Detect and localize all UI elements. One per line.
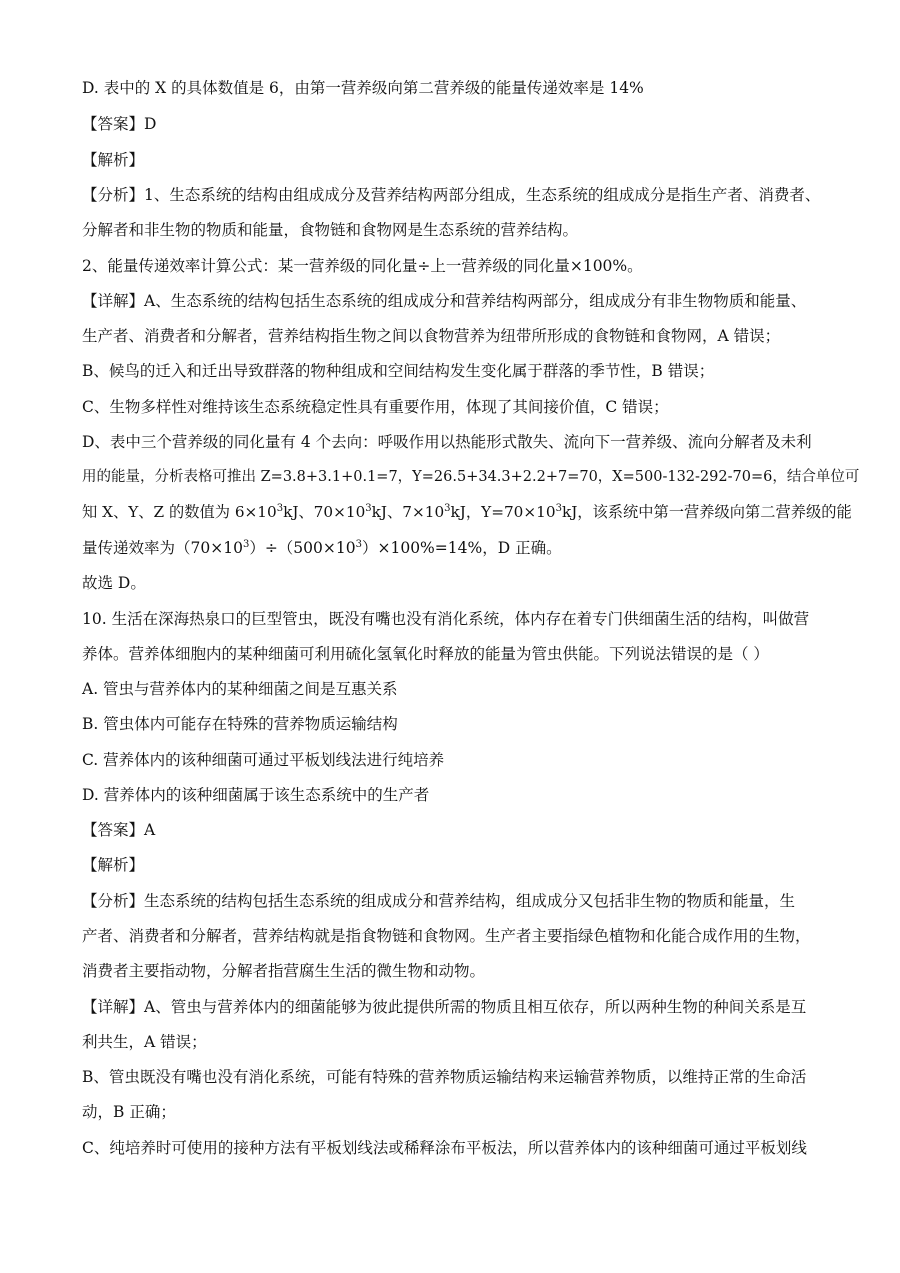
q9-analysis-line-2: 分解者和非生物的物质和能量，食物链和食物网是生态系统的营养结构。	[82, 221, 579, 239]
q10-analysis-line-1: 【分析】生态系统的结构包括生态系统的组成成分和营养结构，组成成分又包括非生物的物质和能量，生	[82, 892, 796, 910]
q9-conclusion: 故选 D。	[82, 574, 146, 592]
text-segment: 知 X、Y、Z 的数值为 6×10	[82, 503, 277, 521]
q10-analysis-label: 【解析】	[82, 856, 145, 874]
q10-stem-line-1: 10. 生活在深海热泉口的巨型管虫，既没有嘴也没有消化系统，体内存在着专门供细菌生活的结构，叫做营	[82, 610, 810, 628]
exponent: 3	[242, 538, 250, 550]
q9-analysis-line-1: 【分析】1、生态系统的结构由组成成分及营养结构两部分组成，生态系统的组成成分是指生产者、消费者、	[82, 186, 821, 204]
exponent: 3	[444, 502, 451, 514]
q9-detail-a-line-2: 生产者、消费者和分解者，营养结构指生物之间以食物营养为纽带所形成的食物链和食物网，A 错误；	[82, 327, 781, 345]
q9-detail-d-line-1: D、表中三个营养级的同化量有 4 个去向：呼吸作用以热能形式散失、流向下一营养级、流向分解者及未利	[82, 433, 812, 451]
q10-option-b: B. 管虫体内可能存在特殊的营养物质运输结构	[82, 715, 398, 733]
text-segment: kJ，该系统中第一营养级向第二营养级的能	[561, 503, 852, 521]
text-segment: ）÷（500×10	[249, 539, 356, 557]
q10-detail-c-line-1: C、纯培养时可使用的接种方法有平板划线法或稀释涂布平板法，所以营养体内的该种细菌可通过平板划线	[82, 1139, 807, 1157]
exponent: 3	[555, 502, 562, 514]
q10-answer: 【答案】A	[82, 821, 156, 839]
text-segment: kJ，Y=70×10	[450, 503, 556, 521]
q10-detail-a-line-2: 利共生，A 错误；	[82, 1033, 207, 1051]
q9-analysis-label: 【解析】	[82, 151, 145, 169]
q9-analysis-formula: 2、能量传递效率计算公式：某一营养级的同化量÷上一营养级的同化量×100%。	[82, 257, 643, 275]
q10-option-c: C. 营养体内的该种细菌可通过平板划线法进行纯培养	[82, 751, 445, 769]
text-segment: 量传递效率为（70×10	[82, 539, 243, 557]
q10-analysis-line-2: 产者、消费者和分解者，营养结构就是指食物链和食物网。生产者主要指绿色植物和化能合成作用的生物，	[82, 927, 811, 945]
q10-stem-line-2: 养体。营养体细胞内的某种细菌可利用硫化氢氧化时释放的能量为管虫供能。下列说法错误的是（ ）	[82, 645, 769, 663]
text-segment: kJ、70×10	[283, 503, 366, 521]
q9-detail-d-line-3	[82, 502, 852, 522]
q10-detail-a-line-1: 【详解】A、管虫与营养体内的细菌能够为彼此提供所需的物质且相互依存，所以两种生物的种间关系是互	[82, 998, 807, 1016]
q9-detail-a-line-1: 【详解】A、生态系统的结构包括生态系统的组成成分和营养结构两部分，组成成分有非生物物质和能量、	[82, 292, 807, 310]
q9-option-d: D. 表中的 X 的具体数值是 6，由第一营养级向第二营养级的能量传递效率是 14%	[82, 79, 644, 97]
q9-detail-c: C、生物多样性对维持该生态系统稳定性具有重要作用，体现了其间接价值，C 错误；	[82, 398, 669, 416]
q9-detail-b: B、候鸟的迁入和迁出导致群落的物种组成和空间结构发生变化属于群落的季节性，B 错误；	[82, 362, 715, 380]
q10-analysis-line-3: 消费者主要指动物，分解者指营腐生生活的微生物和动物。	[82, 962, 486, 980]
q10-option-d: D. 营养体内的该种细菌属于该生态系统中的生产者	[82, 786, 430, 804]
exponent: 3	[365, 502, 372, 514]
exponent: 3	[276, 502, 284, 514]
text-segment: ）×100%=14%，D 正确。	[361, 539, 562, 557]
q9-detail-d-line-2: 用的能量，分析表格可推出 Z=3.8+3.1+0.1=7，Y=26.5+34.3+2.2+7=70，X=500-132-292-70=6，结合单位可	[82, 469, 860, 485]
q10-detail-b-line-1: B、管虫既没有嘴也没有消化系统，可能有特殊的营养物质运输结构来运输营养物质，以维持正常的生命活	[82, 1068, 807, 1086]
exponent: 3	[355, 538, 362, 550]
q9-detail-d-line-4	[82, 538, 562, 558]
q10-option-a: A. 管虫与营养体内的某种细菌之间是互惠关系	[82, 680, 398, 698]
q9-answer: 【答案】D	[82, 115, 157, 133]
text-segment: kJ、7×10	[371, 503, 445, 521]
q10-detail-b-line-2: 动，B 正确；	[82, 1103, 176, 1121]
